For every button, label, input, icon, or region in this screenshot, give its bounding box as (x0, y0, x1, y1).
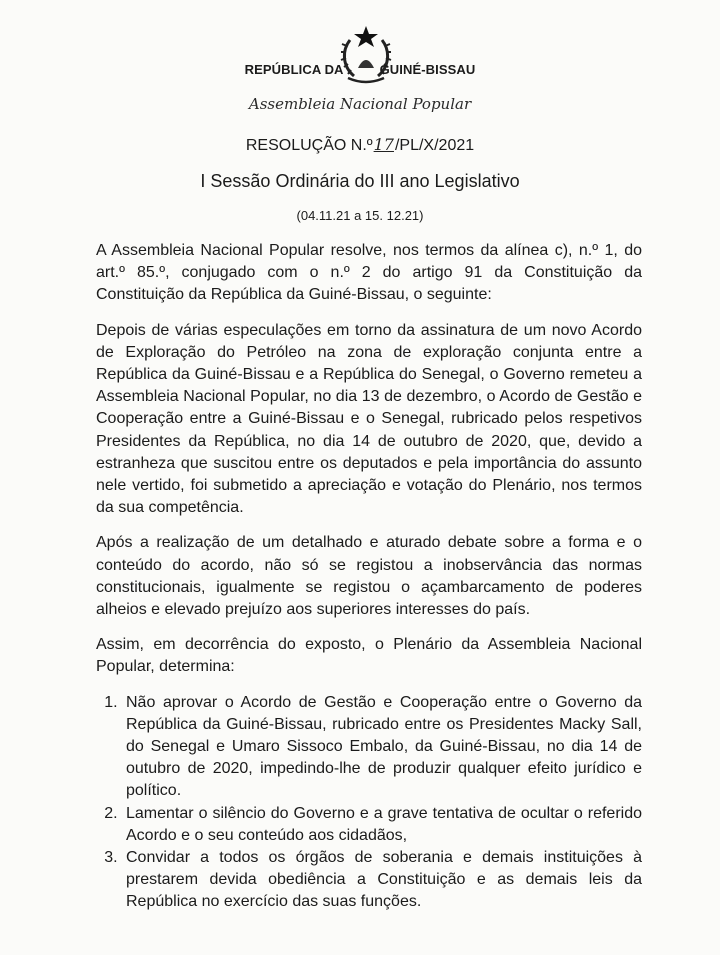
session-dates: (04.11.21 a 15. 12.21) (296, 208, 424, 223)
paragraph: Depois de várias especulações em torno da assinatura de um novo Acordo de Exploração do Petróleo na zona de exploração conjunta entre a República da Guiné-Bissau e a República do Senegal, o Governo remeteu a Assembleia Nacional Popular, no dia 13 de dezembro, o Acordo de Gestão e Cooperação entre a Guiné-Bissau e o Senegal, rubricado pelos respetivos Presidentes da República, no dia 14 de outubro de 2020, que, devido a estranheza que suscitou entre os deputados e pela importância do assunto nele vertido, foi submetido a apreciação e votação do Plenário, nos termos da sua competência. (96, 321, 642, 517)
list-item: 1. Não aprovar o Acordo de Gestão e Cooperação entre o Governo da República da Guiné-Bissau, rubricado entre os Presidentes Macky Sall, do Senegal e Umaro Sissoco Embalo, da Guiné-Bissau, no dia 14 de outubro de 2020, impedindo-lhe de produzir qualquer efeito jurídico e político. (122, 692, 642, 803)
country-name-right: GUINÉ-BISSAU (379, 62, 476, 77)
resolution-body (96, 240, 642, 914)
resolution-prefix: RESOLUÇÃO N.º (245, 137, 373, 154)
determinations-list (96, 692, 642, 914)
resolution-number: 17 (373, 135, 394, 154)
paragraph: Após a realização de um detalhado e aturado debate sobre a forma e o conteúdo do acordo, não só se registou a inobservância das normas constitucionais, igualmente se registou o açambarcamento de poderes alheios e elevado prejuízo aos superiores interesses do país. (96, 534, 642, 619)
list-item: 2. Lamentar o silêncio do Governo e a grave tentativa de ocultar o referido Acordo e o seu conteúdo aos cidadãos, (122, 803, 642, 847)
country-header (0, 62, 720, 77)
session-title: I Sessão Ordinária do III ano Legislativo (200, 171, 520, 191)
list-item: 3. Convidar a todos os órgãos de soberania e demais instituições à prestarem devida obediência a Constituição e as demais leis da República no exercício das suas funções. (122, 847, 642, 914)
paragraph: Assim, em decorrência do exposto, o Plenário da Assembleia Nacional Popular, determina: (96, 636, 642, 676)
country-name-left: REPÚBLICA DA (244, 62, 344, 77)
resolution-suffix: /PL/X/2021 (394, 137, 475, 154)
assembly-name: Assembleia Nacional Popular (248, 95, 472, 113)
resolution-title (0, 135, 720, 155)
paragraph: A Assembleia Nacional Popular resolve, nos termos da alínea c), n.º 1, do art.º 85.º, conjugado com o n.º 2 do artigo 91 da Constituição da Constituição da República da Guiné-Bissau, o seguinte: (96, 242, 642, 304)
